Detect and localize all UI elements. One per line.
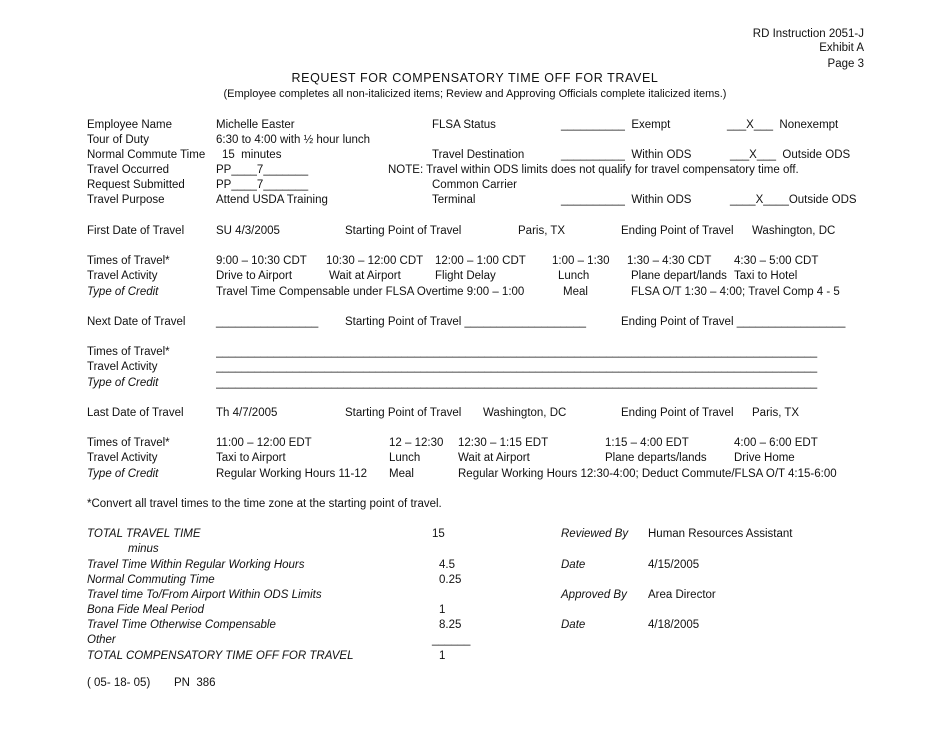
next-date-label: Next Date of Travel [87, 316, 186, 328]
last-date: Th 4/7/2005 [216, 407, 278, 419]
review-date-label: Date [561, 559, 586, 571]
flsa-exempt: __________ Exempt [561, 119, 671, 131]
last-time-2: 12 – 12:30 [389, 437, 444, 449]
commute-time-label: Normal Commute Time [87, 149, 206, 161]
first-credit-label: Type of Credit [87, 286, 159, 298]
regular-hours-label: Travel Time Within Regular Working Hours [87, 559, 305, 571]
exhibit-label: Exhibit A [819, 42, 864, 54]
last-time-3: 12:30 – 1:15 EDT [458, 437, 549, 449]
commuting-time: 0.25 [439, 574, 462, 586]
first-times-label: Times of Travel* [87, 255, 170, 267]
first-time-2: 10:30 – 12:00 CDT [326, 255, 424, 267]
reviewed-by: Human Resources Assistant [648, 528, 793, 540]
review-date: 4/15/2005 [648, 559, 700, 571]
form-title: REQUEST FOR COMPENSATORY TIME OFF FOR TRAVEL [291, 71, 659, 85]
other-label: Other [87, 634, 116, 646]
instruction-number: RD Instruction 2051-J [752, 28, 864, 40]
total-comp-time-label: TOTAL COMPENSATORY TIME OFF FOR TRAVEL [87, 650, 354, 662]
request-submitted: PP____7_______ [216, 179, 309, 191]
last-activity-1: Taxi to Airport [216, 452, 286, 464]
otherwise-compensable-label: Travel Time Otherwise Compensable [87, 619, 276, 631]
last-activity-2: Lunch [389, 452, 421, 464]
first-activity-label: Travel Activity [87, 270, 158, 282]
terminal-label: Terminal [432, 194, 476, 206]
destination-within-ods: __________ Within ODS [561, 149, 692, 161]
first-activity-1: Drive to Airport [216, 270, 293, 282]
meal-period: 1 [439, 604, 446, 616]
approval-date: 4/18/2005 [648, 619, 700, 631]
common-carrier-label: Common Carrier [432, 179, 517, 191]
first-time-5: 1:30 – 4:30 CDT [627, 255, 712, 267]
last-date-label: Last Date of Travel [87, 407, 184, 419]
commute-time: 15 minutes [222, 149, 282, 161]
first-time-1: 9:00 – 10:30 CDT [216, 255, 307, 267]
flsa-nonexempt: ___X___ Nonexempt [727, 119, 839, 131]
meal-period-label: Bona Fide Meal Period [87, 604, 204, 616]
last-time-1: 11:00 – 12:00 EDT [216, 437, 312, 449]
travel-occurred-label: Travel Occurred [87, 164, 170, 176]
total-travel-time-label: TOTAL TRAVEL TIME [87, 528, 201, 540]
employee-name-label: Employee Name [87, 119, 173, 131]
last-credit-2: Meal [389, 468, 414, 480]
first-date-label: First Date of Travel [87, 225, 185, 237]
last-end-point: Paris, TX [752, 407, 800, 419]
page-number: Page 3 [827, 58, 864, 70]
last-start-point: Washington, DC [483, 407, 567, 419]
time-zone-footnote: *Convert all travel times to the time zone at the starting point of travel. [87, 498, 442, 510]
last-activity-5: Drive Home [734, 452, 795, 464]
approval-date-label: Date [561, 619, 586, 631]
first-credit-3: FLSA O/T 1:30 – 4:00; Travel Comp 4 - 5 [631, 286, 840, 298]
travel-purpose-label: Travel Purpose [87, 194, 165, 206]
first-time-4: 1:00 – 1:30 [552, 255, 610, 267]
last-credit-3: Regular Working Hours 12:30-4:00; Deduct Commute/FLSA O/T 4:15-6:00 [458, 468, 837, 480]
approved-by: Area Director [648, 589, 716, 601]
employee-name: Michelle Easter [216, 119, 295, 131]
travel-purpose: Attend USDA Training [216, 194, 328, 206]
airport-travel-label: Travel time To/From Airport Within ODS Limits [87, 589, 322, 601]
last-activity-3: Wait at Airport [458, 452, 530, 464]
next-times-blank: ______________________________________________________________________________________________ [216, 346, 818, 358]
commuting-time-label: Normal Commuting Time [87, 574, 215, 586]
terminal-within-ods: __________ Within ODS [561, 194, 692, 206]
last-activity-4: Plane departs/lands [605, 452, 707, 464]
first-end-point: Washington, DC [752, 225, 836, 237]
tour-of-duty: 6:30 to 4:00 with ½ hour lunch [216, 134, 371, 146]
tour-of-duty-label: Tour of Duty [87, 134, 149, 146]
next-credit-blank: ______________________________________________________________________________________________ [216, 377, 818, 389]
first-time-3: 12:00 – 1:00 CDT [435, 255, 526, 267]
first-activity-3: Flight Delay [435, 270, 496, 282]
first-start-point: Paris, TX [518, 225, 566, 237]
travel-destination-label: Travel Destination [432, 149, 525, 161]
next-times-label: Times of Travel* [87, 346, 170, 358]
first-time-6: 4:30 – 5:00 CDT [734, 255, 819, 267]
next-date-blank: ________________ [216, 316, 319, 328]
first-credit-1: Travel Time Compensable under FLSA Overtime 9:00 – 1:00 [216, 286, 525, 298]
first-activity-4: Lunch [558, 270, 590, 282]
regular-hours: 4.5 [439, 559, 455, 571]
last-time-4: 1:15 – 4:00 EDT [605, 437, 689, 449]
first-credit-2: Meal [563, 286, 588, 298]
last-credit-1: Regular Working Hours 11-12 [216, 468, 368, 480]
first-activity-6: Taxi to Hotel [734, 270, 798, 282]
first-activity-2: Wait at Airport [329, 270, 401, 282]
total-comp-time: 1 [439, 650, 446, 662]
next-start-label: Starting Point of Travel ___________________ [345, 316, 587, 328]
next-activity-label: Travel Activity [87, 361, 158, 373]
other-blank: ______ [432, 634, 471, 646]
next-end-label: Ending Point of Travel _________________ [621, 316, 846, 328]
reviewed-by-label: Reviewed By [561, 528, 629, 540]
travel-occurred: PP____7_______ [216, 164, 309, 176]
total-travel-time: 15 [432, 528, 445, 540]
ods-note: NOTE: Travel within ODS limits does not qualify for travel compensatory time off. [388, 164, 799, 176]
next-activity-blank: ______________________________________________________________________________________________ [216, 361, 818, 373]
approved-by-label: Approved By [561, 589, 627, 601]
first-date: SU 4/3/2005 [216, 225, 280, 237]
procedure-notice: PN 386 [174, 677, 216, 689]
last-end-label: Ending Point of Travel [621, 407, 734, 419]
minus-label: minus [128, 543, 159, 555]
last-start-label: Starting Point of Travel [345, 407, 462, 419]
last-credit-label: Type of Credit [87, 468, 159, 480]
last-times-label: Times of Travel* [87, 437, 170, 449]
first-activity-5: Plane depart/lands [631, 270, 727, 282]
form-subtitle: (Employee completes all non-italicized items; Review and Approving Officials complete italicized items.) [223, 88, 727, 100]
last-activity-label: Travel Activity [87, 452, 158, 464]
terminal-outside-ods: ____X____Outside ODS [730, 194, 857, 206]
otherwise-compensable: 8.25 [439, 619, 462, 631]
flsa-status-label: FLSA Status [432, 119, 496, 131]
first-start-label: Starting Point of Travel [345, 225, 462, 237]
next-credit-label: Type of Credit [87, 377, 159, 389]
last-time-5: 4:00 – 6:00 EDT [734, 437, 818, 449]
first-end-label: Ending Point of Travel [621, 225, 734, 237]
request-submitted-label: Request Submitted [87, 179, 185, 191]
destination-outside-ods: ___X___ Outside ODS [730, 149, 851, 161]
revision-date: ( 05- 18- 05) [87, 677, 151, 689]
